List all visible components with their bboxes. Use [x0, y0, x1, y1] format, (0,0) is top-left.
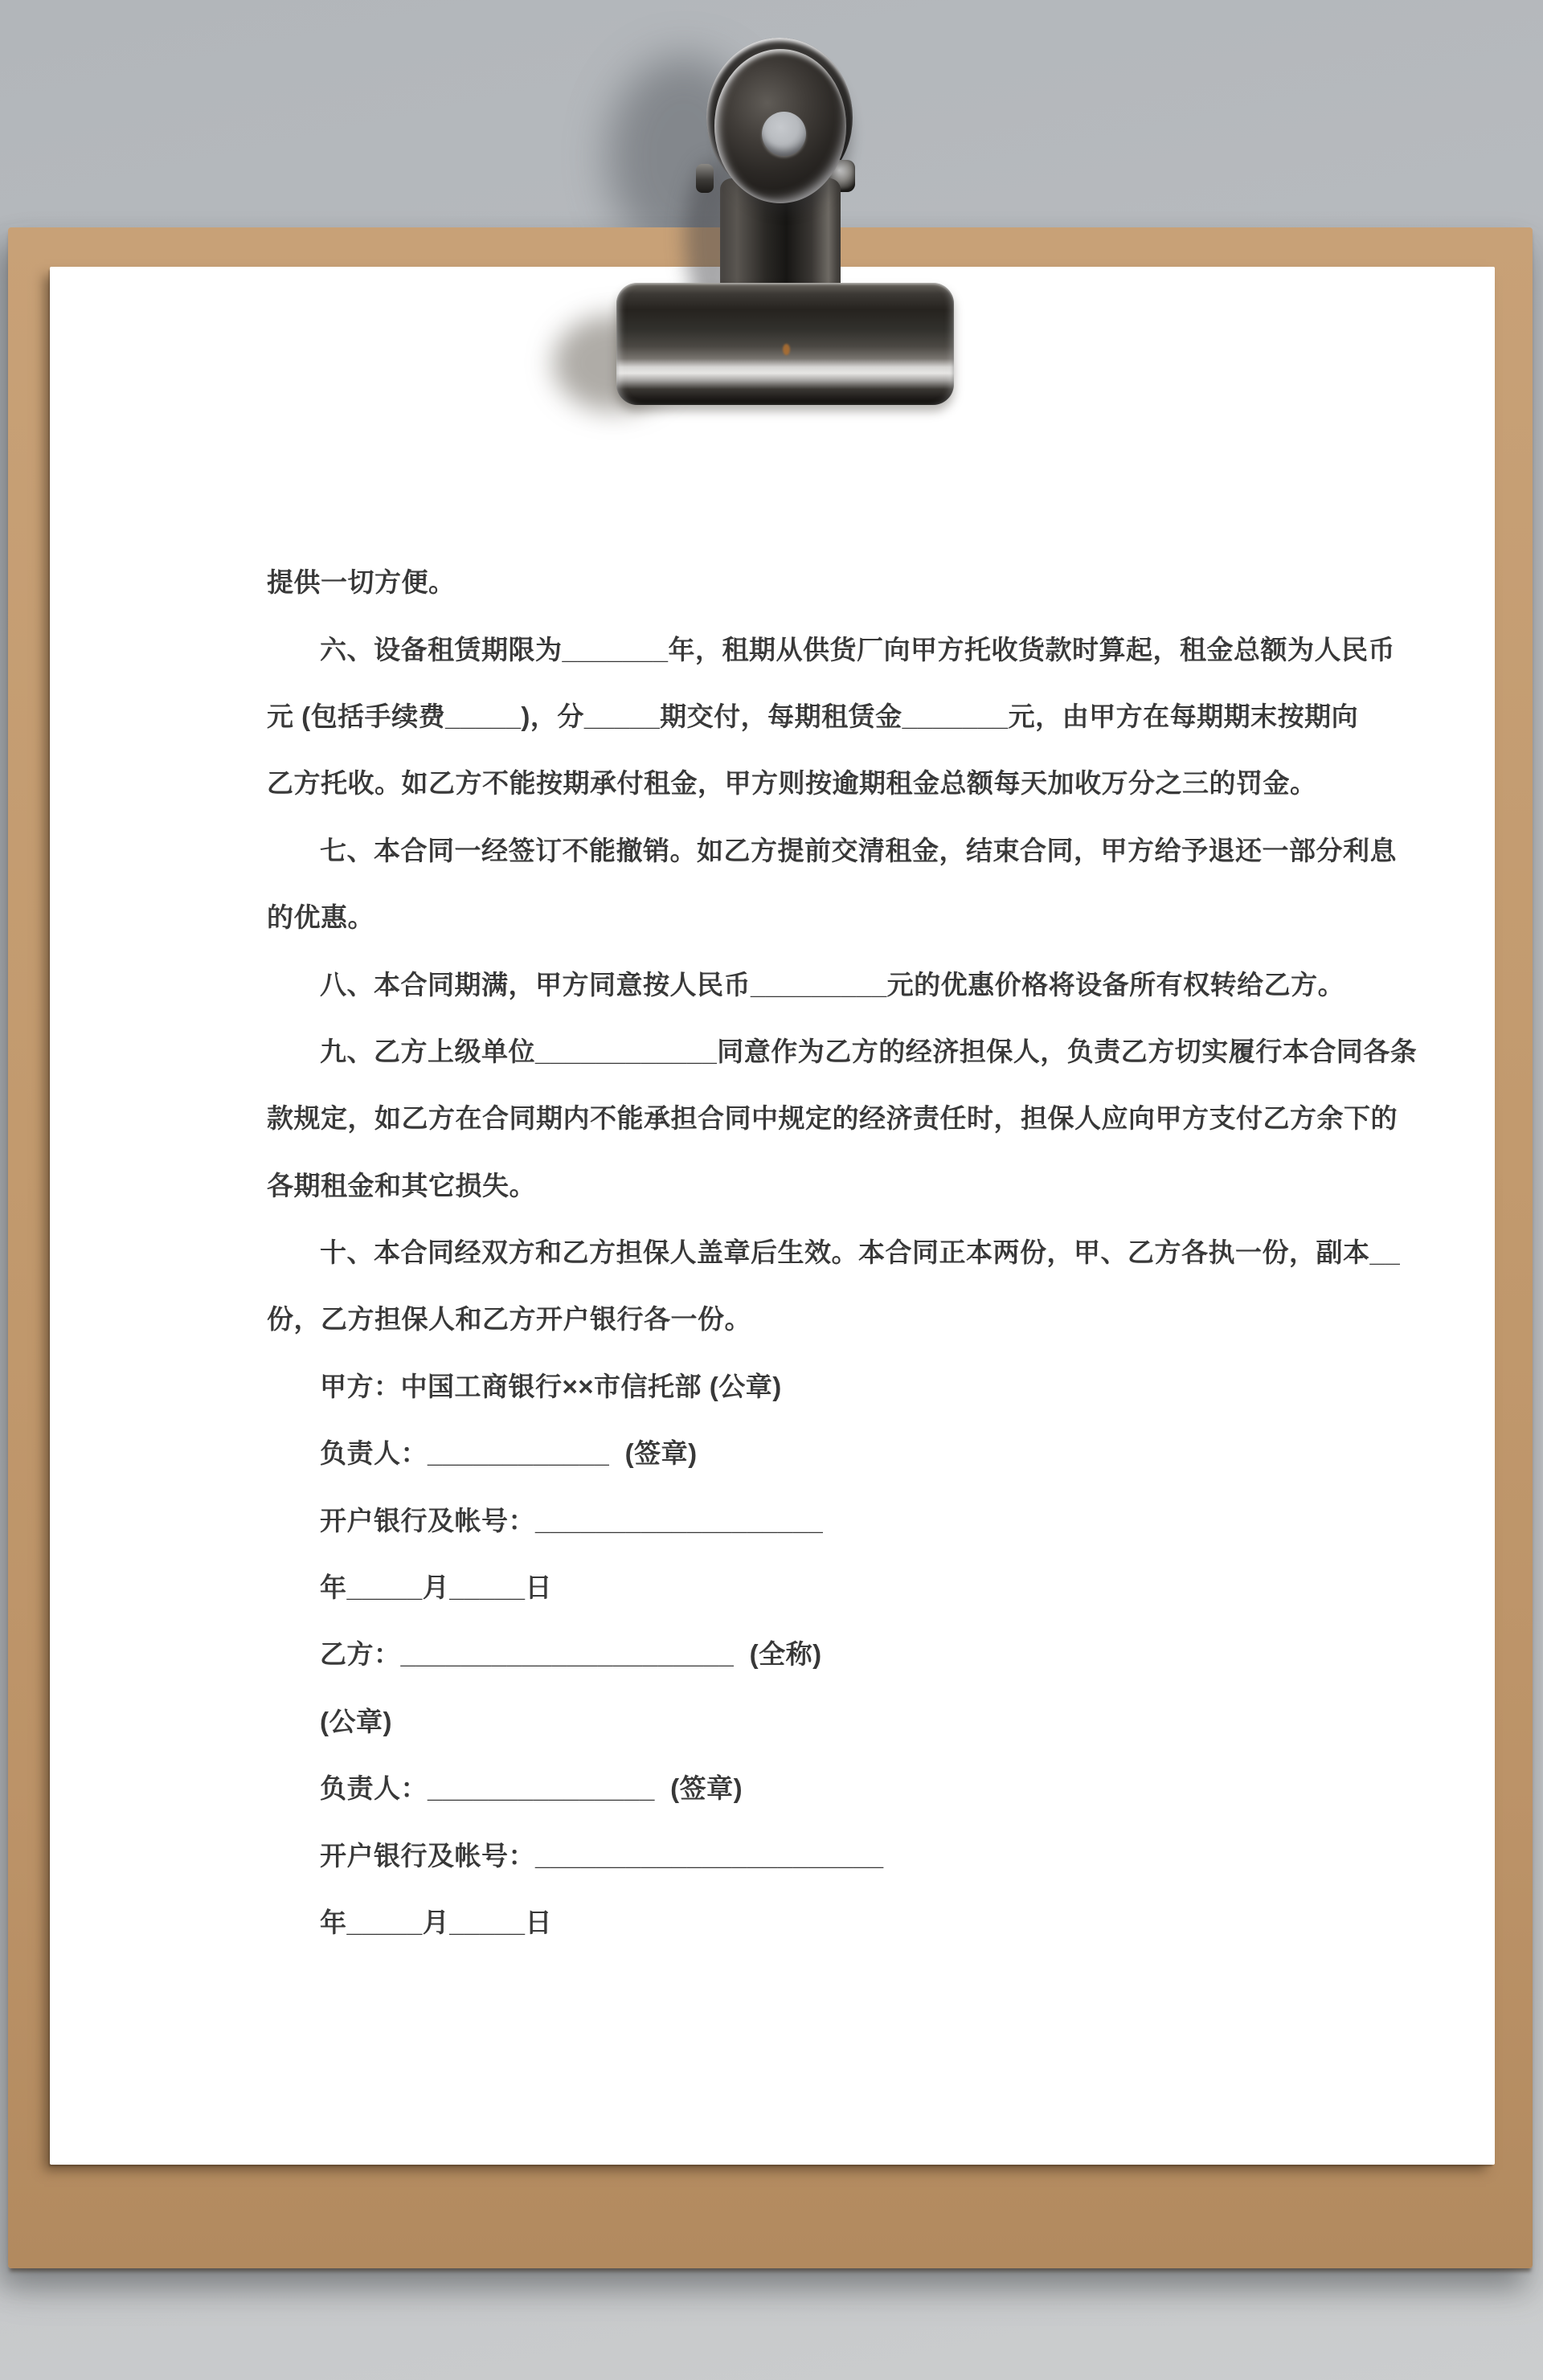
document-line: 八、本合同期满，甲方同意按人民币_________元的优惠价格将设备所有权转给乙方。 [320, 969, 1345, 1000]
document-line: 年_____月_____日 [320, 1908, 553, 1937]
document-line: 各期租金和其它损失。 [267, 1170, 536, 1200]
document-line: 开户银行及帐号：___________________ [320, 1505, 824, 1536]
clip-head-circle [714, 49, 846, 203]
document-line: 九、乙方上级单位____________同意作为乙方的经济担保人，负责乙方切实履行本合同各条 [320, 1036, 1418, 1066]
document-line: (公章) [320, 1706, 392, 1736]
document-line: 款规定，如乙方在合同期内不能承担合同中规定的经济责任时，担保人应向甲方支付乙方余下的 [267, 1103, 1398, 1134]
document-line: 开户银行及帐号：_______________________ [320, 1840, 884, 1871]
document-line: 乙方托收。如乙方不能按期承付租金，甲方则按逾期租金总额每天加收万分之三的罚金。 [267, 768, 1317, 799]
document-line: 份，乙方担保人和乙方开户银行各一份。 [267, 1304, 751, 1335]
document-line: 乙方：______________________ (全称) [320, 1639, 822, 1670]
document-line: 年_____月_____日 [320, 1572, 553, 1603]
document-line: 负责人：____________ (签章) [320, 1438, 698, 1469]
clip-left-lever [696, 164, 714, 193]
document-line: 的优惠。 [267, 902, 374, 933]
document-line: 十、本合同经双方和乙方担保人盖章后生效。本合同正本两份，甲、乙方各执一份，副本__ [320, 1237, 1401, 1268]
document-line: 甲方：中国工商银行××市信托部 (公章) [320, 1371, 782, 1401]
document-line: 负责人：_______________ (签章) [320, 1773, 743, 1804]
document-line: 七、本合同一经签订不能撤销。如乙方提前交清租金，结束合同，甲方给予退还一部分利息 [320, 835, 1397, 865]
document-line: 六、设备租赁期限为_______年，租期从供货厂向甲方托收货款时算起，租金总额为人民币 [320, 634, 1395, 665]
document-body [267, 547, 1418, 1954]
document-line: 元 (包括手续费_____)，分_____期交付，每期租赁金_______元，由甲方在每期期末按期向 [267, 701, 1359, 731]
clip-spring-coil [706, 38, 853, 197]
document-line: 提供一切方便。 [267, 567, 456, 598]
clip-center-hole [762, 112, 806, 156]
clip-right-lever [829, 160, 855, 192]
